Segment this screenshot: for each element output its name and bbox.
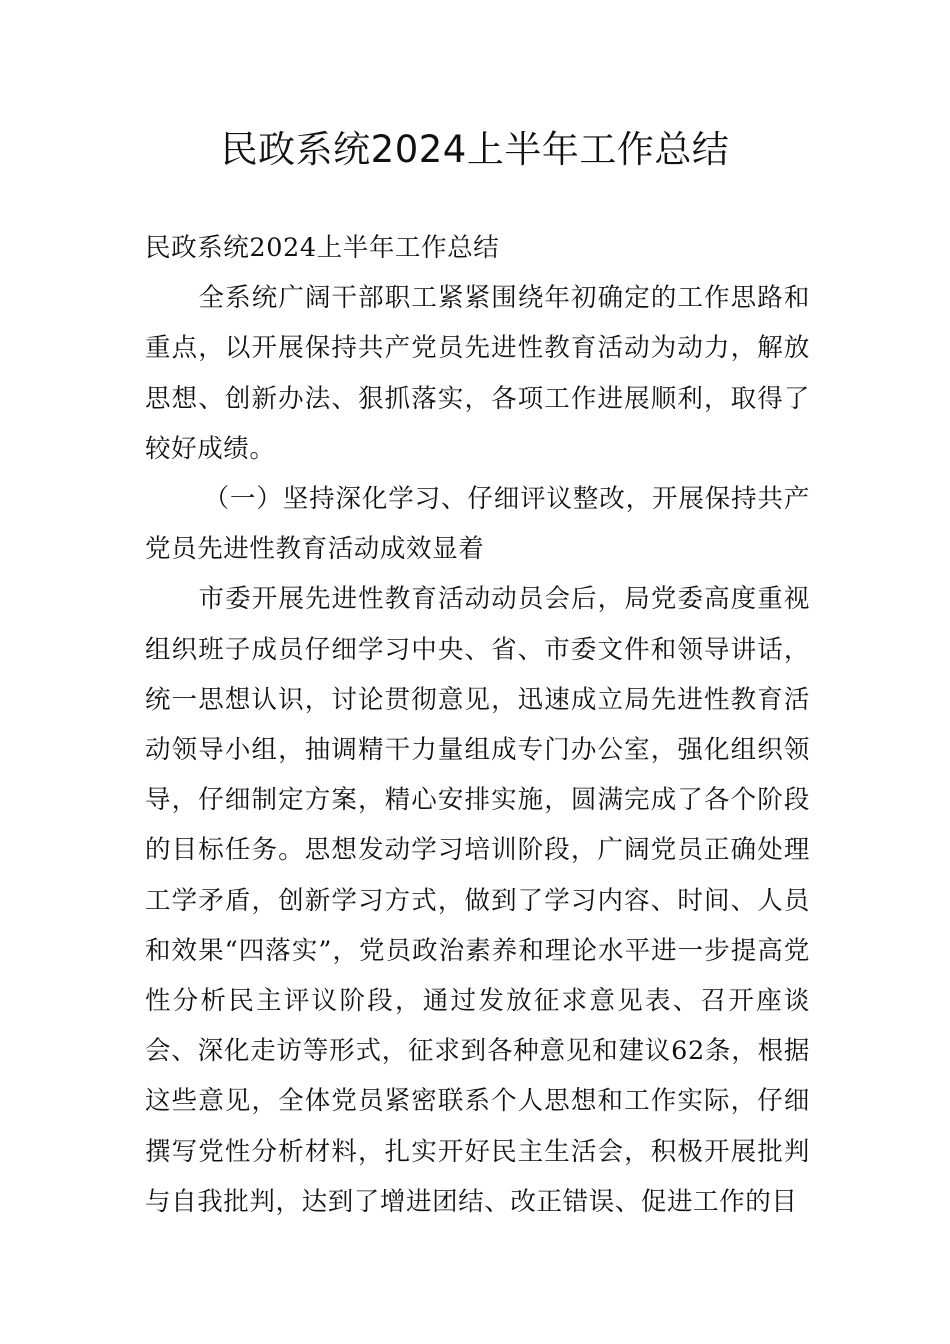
section-heading: （一）坚持深化学习、仔细评议整改，开展保持共产党员先进性教育活动成效显着 <box>145 484 810 565</box>
body-paragraph: 市委开展先进性教育活动动员会后，局党委高度重视组织班子成员仔细学习中央、省、市委文件和领导讲话，统一思想认识，讨论贯彻意见，迅速成立局先进性教育活动领导小组，抽调精干力量组成专门办公室，强化组织领导，仔细制定方案，精心安排实施，圆满完成了各个阶段的目标任务。思想发动学习培训阶段，广阔党员正确处理工学矛盾，创新学习方式，做到了学习内容、时间、人员和效果“四落实”，党员政治素养和理论水平进一步提高党性分析民主评议阶段，通过发放征求意见表、召开座谈会、深化走访等形式，征求到各种意见和建议62条，根据这些意见，全体党员紧密联系个人思想和工作实际，仔细撰写党性分析材料，扎实开好民主生活会，积极开展批判与自我批判，达到了增进团结、改正错误、促进工作的目 <box>145 584 810 1217</box>
document-body <box>145 223 810 1227</box>
document-title: 民政系统2024上半年工作总结 <box>220 128 730 171</box>
subtitle-paragraph: 民政系统2024上半年工作总结 <box>145 233 500 263</box>
intro-paragraph: 全系统广阔干部职工紧紧围绕年初确定的工作思路和重点，以开展保持共产党员先进性教育活动为动力，解放思想、创新办法、狠抓落实，各项工作进展顺利，取得了较好成绩。 <box>145 283 810 464</box>
